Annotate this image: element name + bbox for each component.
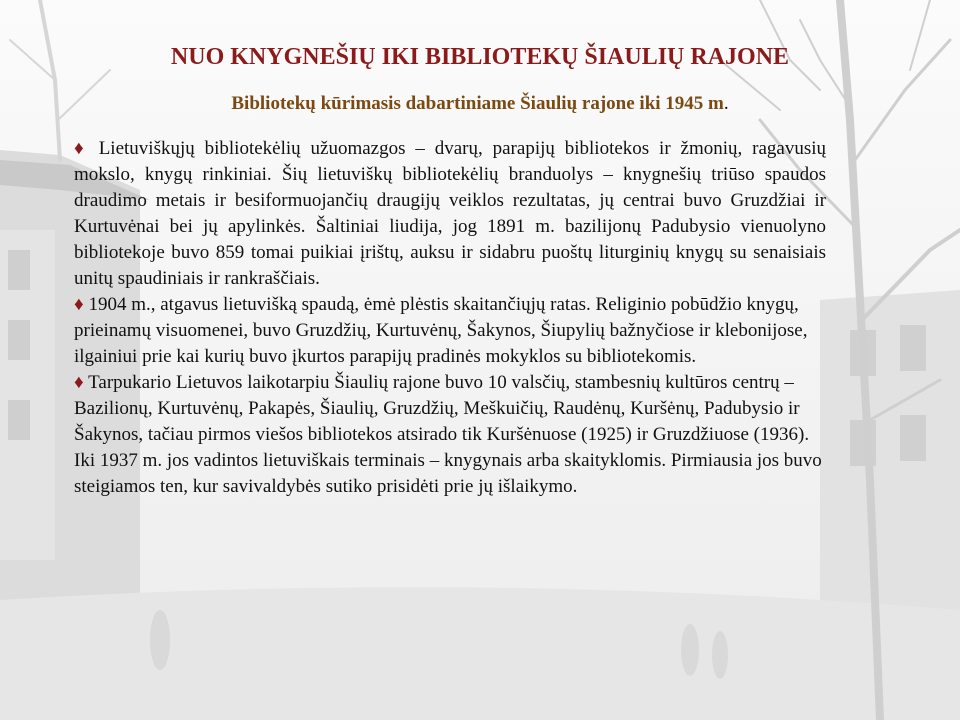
page-subtitle [0, 93, 960, 115]
paragraph-3 [74, 370, 826, 500]
paragraph-1-text: Lietuviškųjų bibliotekėlių užuomazgos – dvarų, parapijų bibliotekos ir žmonių, ragavusių mokslo, knygų rinkiniai. Šių lietuviškų bibliotekėlių branduolys – knygnešių triūso spaudos draudimo metais ir besiformuojančių draugijų veiklos rezultatas, jų centrai buvo Gruzdžiai ir Kurtuvėnai bei jų apylinkės. Šaltiniai liudija, jog 1891 m. bazilijonų Padubysio vienuolyno bibliotekoje buvo 859 tomai puikiai įrištų, auksu ir sidabru puoštų liturginių knygų su senaisiais unitų spaudiniais ir rankraščiais. [74, 138, 827, 289]
body-text [74, 136, 826, 500]
paragraph-1 [74, 136, 826, 292]
paragraph-2-text: 1904 m., atgavus lietuvišką spaudą, ėmė plėstis skaitančiųjų ratas. Religinio pobūdžio knygų, prieinamų visuomenei, buvo Gruzdžių, Kurtuvėnų, Šakynos, Šiupylių bažnyčiose ir klebonijose, ilgainiui prie kai kurių buvo įkurtos parapijų pradinės mokyklos su bibliotekomis. [74, 294, 808, 367]
diamond-bullet-icon: ♦ [74, 138, 89, 159]
paragraph-3-text: Tarpukario Lietuvos laikotarpiu Šiaulių rajone buvo 10 valsčių, stambesnių kultūros centrų – Bazilionų, Kurtuvėnų, Pakapės, Šiaulių, Gruzdžių, Meškuičių, Raudėnų, Kuršėnų, Padubysio ir Šakynos, tačiau pirmos viešos bibliotekos atsirado tik Kuršėnuose (1925) ir Gruzdžiuose (1936). Iki 1937 m. jos vadintos lietuviškais terminais – knygynais arba skaityklomis. Pirmiausia jos buvo steigiamos ten, kur savivaldybės sutiko prisidėti prie jų išlaikymo. [74, 372, 822, 497]
subtitle-text: Bibliotekų kūrimasis dabartiniame Šiaulių rajone iki 1945 m [231, 93, 724, 114]
paragraph-2 [74, 292, 826, 370]
subtitle-period: . [723, 93, 729, 114]
diamond-bullet-icon: ♦ [74, 372, 84, 393]
diamond-bullet-icon: ♦ [74, 294, 84, 315]
page-title: NUO KNYGNEŠIŲ IKI BIBLIOTEKŲ ŠIAULIŲ RAJONE [170, 44, 790, 70]
